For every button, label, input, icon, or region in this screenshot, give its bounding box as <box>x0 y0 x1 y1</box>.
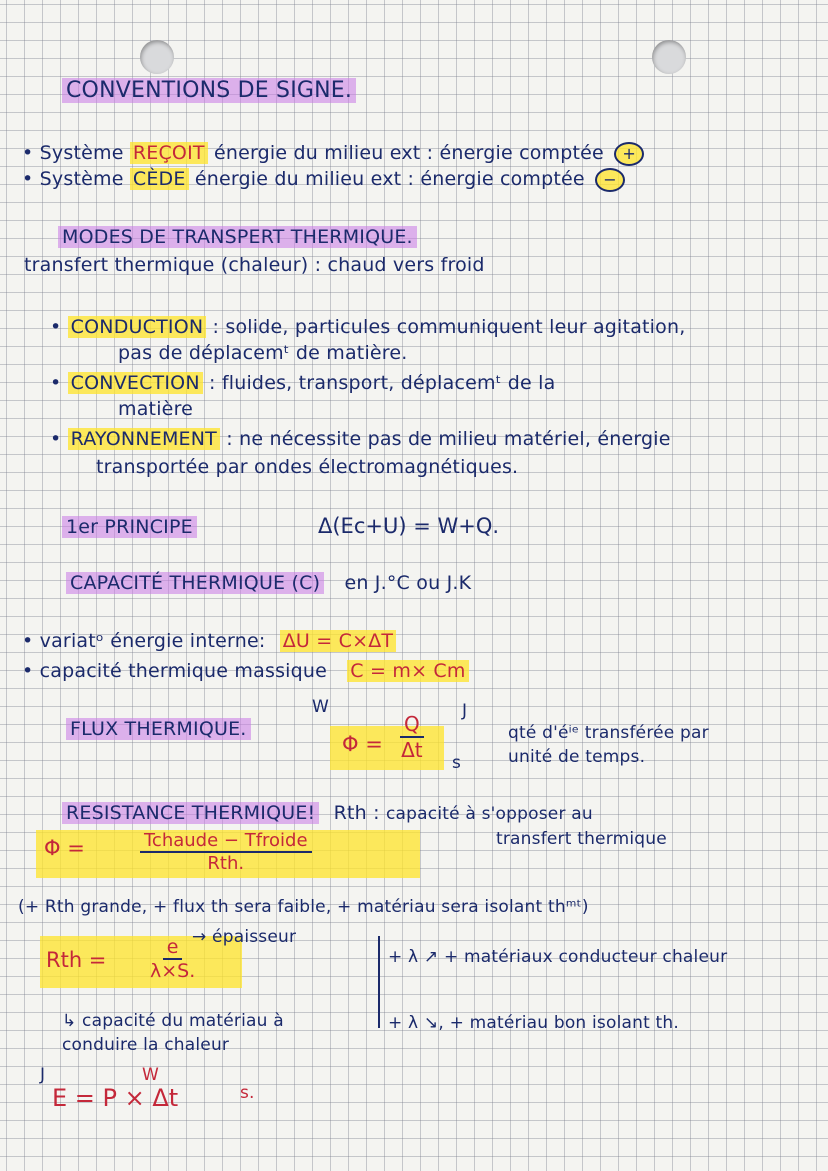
rth-formula-label: Rth = <box>46 948 107 972</box>
rth-definition-2: transfert thermique <box>496 829 667 849</box>
mode-rayonnement-cont: transportée par ondes électromagnétiques. <box>96 456 519 478</box>
mode-key: RAYONNEMENT <box>68 428 220 450</box>
rth-label: Rth : <box>333 802 380 824</box>
flux-unit-w: W <box>312 697 330 717</box>
first-principle-label <box>62 516 197 538</box>
massic-capacity <box>22 660 469 682</box>
rth-numerator: e <box>163 936 183 960</box>
mode-text: : ne nécessite pas de milieu matériel, énergie <box>226 428 671 450</box>
resistance-heading <box>62 802 593 825</box>
mode-convection-cont: matière <box>118 398 194 420</box>
bullet: • <box>22 142 34 164</box>
flux-heading <box>66 718 251 740</box>
mode-conduction-cont: pas de déplacemᵗ de matière. <box>118 342 408 364</box>
massique-formula: C = m× Cm <box>347 660 468 682</box>
minus-sign-icon: − <box>595 168 625 192</box>
flux-denominator: Δt <box>401 738 423 762</box>
modes-subtitle: transfert thermique (chaleur) : chaud vers froid <box>24 254 485 276</box>
rth-fraction <box>150 936 195 982</box>
resistance-fraction <box>140 830 312 874</box>
convention-text: énergie du milieu ext : énergie comptée <box>213 142 604 164</box>
variation-label: • variatᵒ énergie interne: <box>22 630 266 652</box>
first-principle-formula: Δ(Ec+U) = W+Q. <box>318 514 500 538</box>
flux-fraction <box>400 712 424 762</box>
mode-convection: • CONVECTION : fluides, transport, déplacemᵗ de la <box>50 372 556 394</box>
rth-denominator: λ×S. <box>150 960 196 982</box>
flux-description-2: unité de temps. <box>508 747 646 767</box>
convention-key-receive: REÇOIT <box>130 142 208 164</box>
plus-sign-icon: + <box>614 142 644 166</box>
energy-formula: E = P × Δt <box>52 1084 179 1112</box>
title-text: CONVENTIONS DE SIGNE. <box>62 78 356 103</box>
energy-unit-s: s. <box>240 1083 255 1103</box>
resistance-heading-text: RESISTANCE THERMIQUE! <box>62 802 319 824</box>
capacity-heading-text: CAPACITÉ THERMIQUE (C) <box>66 572 324 594</box>
convention-receive <box>22 142 644 166</box>
modes-heading <box>58 226 417 248</box>
capacity-unit: en J.°C ou J.K <box>344 572 472 594</box>
mode-key: CONDUCTION <box>68 316 207 338</box>
mode-key: CONVECTION <box>68 372 203 394</box>
convention-text: énergie du milieu ext : énergie comptée <box>194 168 585 190</box>
capacity-heading <box>66 572 471 594</box>
mode-conduction: • CONDUCTION : solide, particules communiquent leur agitation, <box>50 316 686 338</box>
massique-label: • capacité thermique massique <box>22 660 328 682</box>
page-title <box>62 80 356 102</box>
convention-subject: Système <box>39 168 130 190</box>
resistance-denominator: Rth. <box>207 853 245 874</box>
binder-hole-left <box>140 40 174 74</box>
thickness-note: → épaisseur <box>192 927 297 947</box>
resistance-phi: Φ = <box>44 836 85 860</box>
energy-unit-w: W <box>142 1065 160 1085</box>
flux-heading-text: FLUX THERMIQUE. <box>66 718 251 740</box>
lambda-note-1: ↳ capacité du matériau à <box>62 1011 284 1031</box>
convention-give <box>22 168 625 192</box>
lambda-high-note: + λ ↗ + matériaux conducteur chaleur <box>388 947 728 967</box>
binder-hole-right <box>652 40 686 74</box>
energy-unit-j: J <box>40 1065 46 1085</box>
modes-heading-text: MODES DE TRANSPERT THERMIQUE. <box>58 226 417 248</box>
mode-text: : fluides, transport, déplacemᵗ de la <box>209 372 556 394</box>
resistance-note: (+ Rth grande, + flux th sera faible, + matériau sera isolant thᵐᵗ) <box>18 897 589 917</box>
flux-unit-j: J <box>462 701 468 721</box>
convention-key-give: CÈDE <box>130 168 189 190</box>
internal-energy-variation <box>22 630 396 652</box>
divider-line <box>378 936 380 1028</box>
resistance-numerator: Tchaude − Tfroide <box>140 830 312 853</box>
principle-label-text: 1er PRINCIPE <box>62 516 197 538</box>
flux-description-1: qté d'éⁱᵉ transférée par <box>508 723 709 743</box>
flux-symbol: Φ = <box>342 732 383 756</box>
bullet: • <box>22 168 34 190</box>
convention-subject: Système <box>39 142 130 164</box>
rth-definition-1: capacité à s'opposer au <box>386 804 593 824</box>
variation-formula: ΔU = C×ΔT <box>280 630 397 652</box>
lambda-low-note: + λ ↘, + matériau bon isolant th. <box>388 1013 680 1033</box>
flux-unit-s: s <box>452 753 462 773</box>
mode-text: : solide, particules communiquent leur agitation, <box>212 316 686 338</box>
flux-numerator: Q <box>400 712 424 738</box>
mode-rayonnement: • RAYONNEMENT : ne nécessite pas de milieu matériel, énergie <box>50 428 671 450</box>
lambda-note-2: conduire la chaleur <box>62 1035 230 1055</box>
